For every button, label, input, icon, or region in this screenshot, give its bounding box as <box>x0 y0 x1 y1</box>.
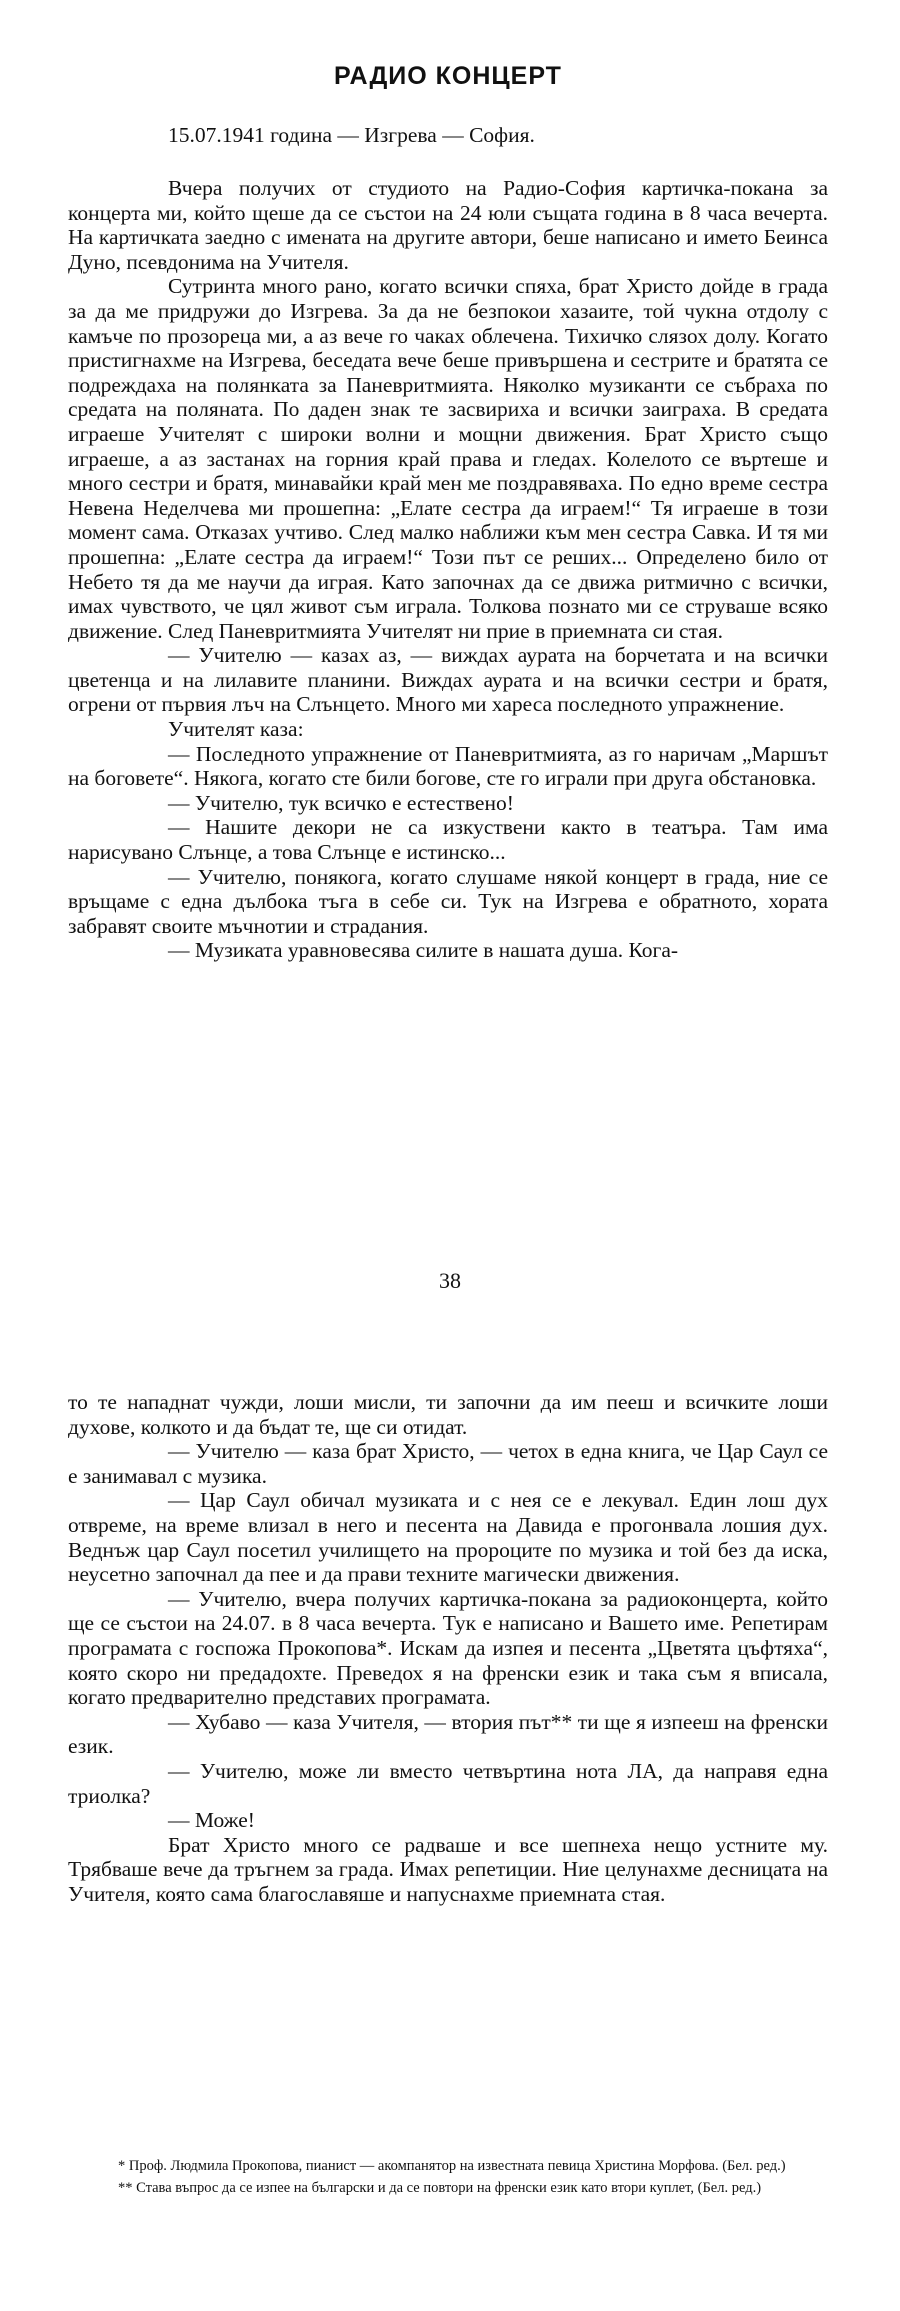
page-39-text <box>68 1390 828 1906</box>
paragraph: — Музиката уравновесява силите в нашата душа. Кога- <box>168 938 679 963</box>
paragraph: Вчера получих от студиото на Радио-София картичка-покана за концерта ми, който щеше да се състои на 24 юли същата година в 8 часа вечерта. На картичката заедно с имената на другите автори, беше написано и името Беинса Дуно, псевдонима на Учителя. <box>68 176 828 274</box>
footnote: ** Става въпрос да се изпее на български и да се повтори на френски език като втори куплет, (Бел. ред.) <box>118 2180 762 2196</box>
paragraph: — Учителю, тук всичко е естествено! <box>168 790 514 815</box>
paragraph: — Цар Саул обичал музиката и с нея се е лекувал. Един лош дух отвреме, на време влизал в него и песента на Давида е прогонвала лошия дух. Веднъж цар Саул посетил училището на пророците по музика и той без да иска, неусетно започнал да пее и да прави техните магически движения. <box>68 1488 828 1587</box>
paragraph: — Последното упражнение от Паневритмията, аз го наричам „Маршът на боговете“. Някога, когато сте били богове, сте го играли при друга обстановка. <box>68 741 828 791</box>
paragraph: — Учителю — казах аз, — виждах аурата на борчетата и на всички цветенца и на лилавите планини. Виждах аурата и на всички сестри и братя, огрени от първия лъч на Слънцето. Много ми хареса последното упражнение. <box>68 643 828 717</box>
paragraph: — Учителю, може ли вместо четвъртина нота ЛА, да направя една триолка? <box>68 1758 828 1808</box>
dateline: 15.07.1941 година — Изгрева — София. <box>168 123 535 147</box>
paragraph: Брат Христо много се радваше и все шепнеха нещо устните му. Трябваше вече да тръгнем за града. Имах репетиции. Ние целунахме десницата на Учителя, която сама благославяше и напуснахме приемната стая. <box>68 1832 828 1906</box>
paragraph: — Може! <box>168 1808 255 1833</box>
paragraph: Учителят каза: <box>168 717 304 742</box>
footnotes <box>90 2155 820 2199</box>
chapter-title: РАДИО КОНЦЕРТ <box>334 62 562 90</box>
paragraph: — Нашите декори не са изкуствени както в театъра. Там има нарисувано Слънце, а това Слънце е истинско... <box>68 815 828 865</box>
paragraph: — Хубаво — каза Учителя, — втория път** ти ще я изпееш на френски език. <box>68 1709 828 1759</box>
page-38-text <box>68 40 828 963</box>
footnote: * Проф. Людмила Прокопова, пианист — акомпанятор на известната певица Христина Морфова. (Бел. ред.) <box>118 2158 786 2174</box>
page-number: 38 <box>439 1268 461 1293</box>
paragraph: — Учителю — каза брат Христо, — четох в една книга, че Цар Саул се е занимавал с музика. <box>68 1439 828 1488</box>
paragraph: — Учителю, понякога, когато слушаме някой концерт в града, ние се връщаме с една дълбока тъга в себе си. Тук на Изгрева е обратното, хората забравят своите мъчнотии и страдания. <box>68 864 828 938</box>
paragraph: — Учителю, вчера получих картичка-покана за радиоконцерта, който ще се състои на 24.07. в 8 часа вечерта. Тук е написано и Вашето име. Репетирам програмата с госпожа Прокопова*. Искам да изпея и песента „Цветята цъфтяха“, която скоро ни предадохте. Преведох я на френски език и така съм я вписала, когато предварително представих програмата. <box>68 1586 828 1710</box>
paragraph-continuation: то те нападнат чужди, лоши мисли, ти започни да им пееш и всичките лоши духове, колкото и да бъдат те, ще си отидат. <box>68 1390 828 1439</box>
paragraph: Сутринта много рано, когато всички спяха, брат Христо дойде в града за да ме придружи до Изгрева. За да не безпокои хазаите, той чукна отдолу с камъче по прозореца ми, а аз вече го чаках облечена. Тихичко слязох долу. Когато пристигнахме на Изгрева, беседата вече беше привършена и сестрите и братята се подреждаха на полянката за Паневритмията. Няколко музиканти се събраха по средата на поляната. По даден знак те засвириха и всички заиграха. В средата играеше Учителят с широки волни и мощни движения. Брат Христо също играеше, а аз застанах на горния край права и гледах. Колелото се въртеше и много сестри и братя, минавайки край мен ме поздравяваха. По едно време сестра Невена Неделчева ми прошепна: „Елате сестра да играем!“ Тя играеше в този момент сама. Отказах учтиво. След малко наближи към мен сестра Савка. И тя ми прошепна: „Елате сестра да играем!“ Този път се реших... Определено било от Небето тя да ме научи да играя. Като започнах да се движа ритмично с всички, имах чувството, че цял живот съм играла. Толкова познато ми се струваше всяко движение. След Паневритмията Учителят ни прие в приемната си стая. <box>68 274 828 643</box>
